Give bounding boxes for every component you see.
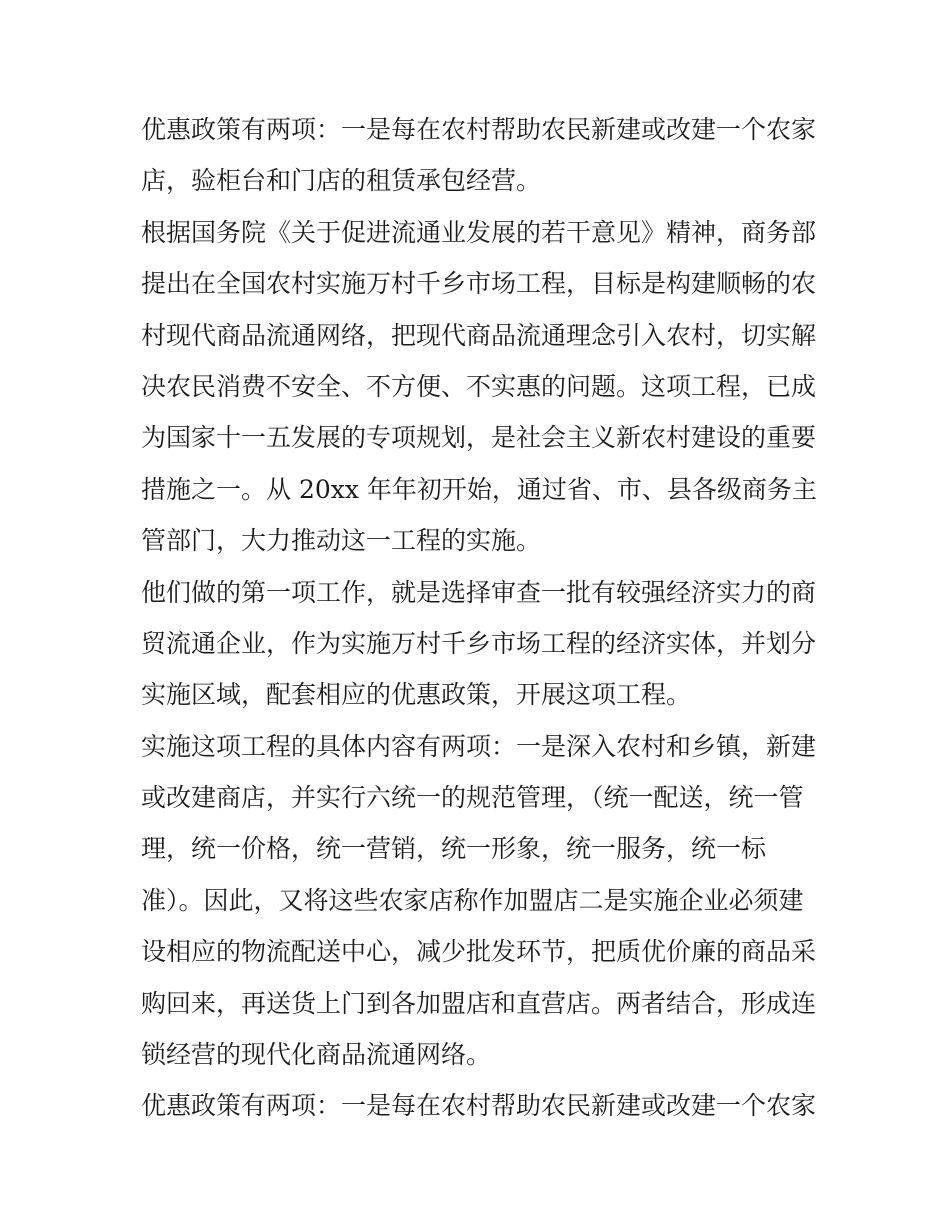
- text-line: 根据国务院《关于促进流通业发展的若干意见》精神，商务部: [141, 217, 817, 247]
- text-line: 实施区域，配套相应的优惠政策，开展这项工程。: [141, 680, 692, 710]
- text-line: 他们做的第一项工作，就是选择审查一批有较强经济实力的商: [141, 577, 817, 607]
- text-line: 贸流通企业，作为实施万村千乡市场工程的经济实体，并划分: [141, 628, 817, 658]
- text-line: 管部门，大力推动这一工程的实施。: [141, 526, 542, 556]
- text-line: 措施之一。从 20xx 年年初开始，通过省、市、县各级商务主: [141, 474, 817, 504]
- text-line: 优惠政策有两项：一是每在农村帮助农民新建或改建一个农家: [141, 115, 817, 144]
- text-line: 理，统一价格，统一营销，统一形象，统一服务，统一标: [141, 834, 767, 864]
- text-line: 为国家十一五发展的专项规划，是社会主义新农村建设的重要: [141, 423, 817, 453]
- text-line: 准）。因此，又将这些农家店称作加盟店二是实施企业必须建: [141, 885, 804, 915]
- text-line: 或改建商店，并实行六统一的规范管理，（统一配送，统一管: [141, 783, 804, 813]
- text-line: 店，验柜台和门店的租赁承包经营。: [141, 166, 542, 196]
- text-line: 设相应的物流配送中心，减少批发环节，把质优价廉的商品采: [141, 937, 817, 967]
- text-line: 村现代商品流通网络，把现代商品流通理念引入农村，切实解: [141, 320, 817, 350]
- text-line: 决农民消费不安全、不方便、不实惠的问题。这项工程，已成: [141, 371, 817, 401]
- text-line: 提出在全国农村实施万村千乡市场工程，目标是构建顺畅的农: [141, 269, 817, 299]
- text-line: 实施这项工程的具体内容有两项：一是深入农村和乡镇，新建: [141, 731, 817, 761]
- text-line: 优惠政策有两项：一是每在农村帮助农民新建或改建一个农家: [141, 1091, 817, 1121]
- text-line: 锁经营的现代化商品流通网络。: [141, 1040, 492, 1070]
- document-body: [141, 104, 821, 1132]
- text-line: 购回来，再送货上门到各加盟店和直营店。两者结合，形成连: [141, 988, 817, 1018]
